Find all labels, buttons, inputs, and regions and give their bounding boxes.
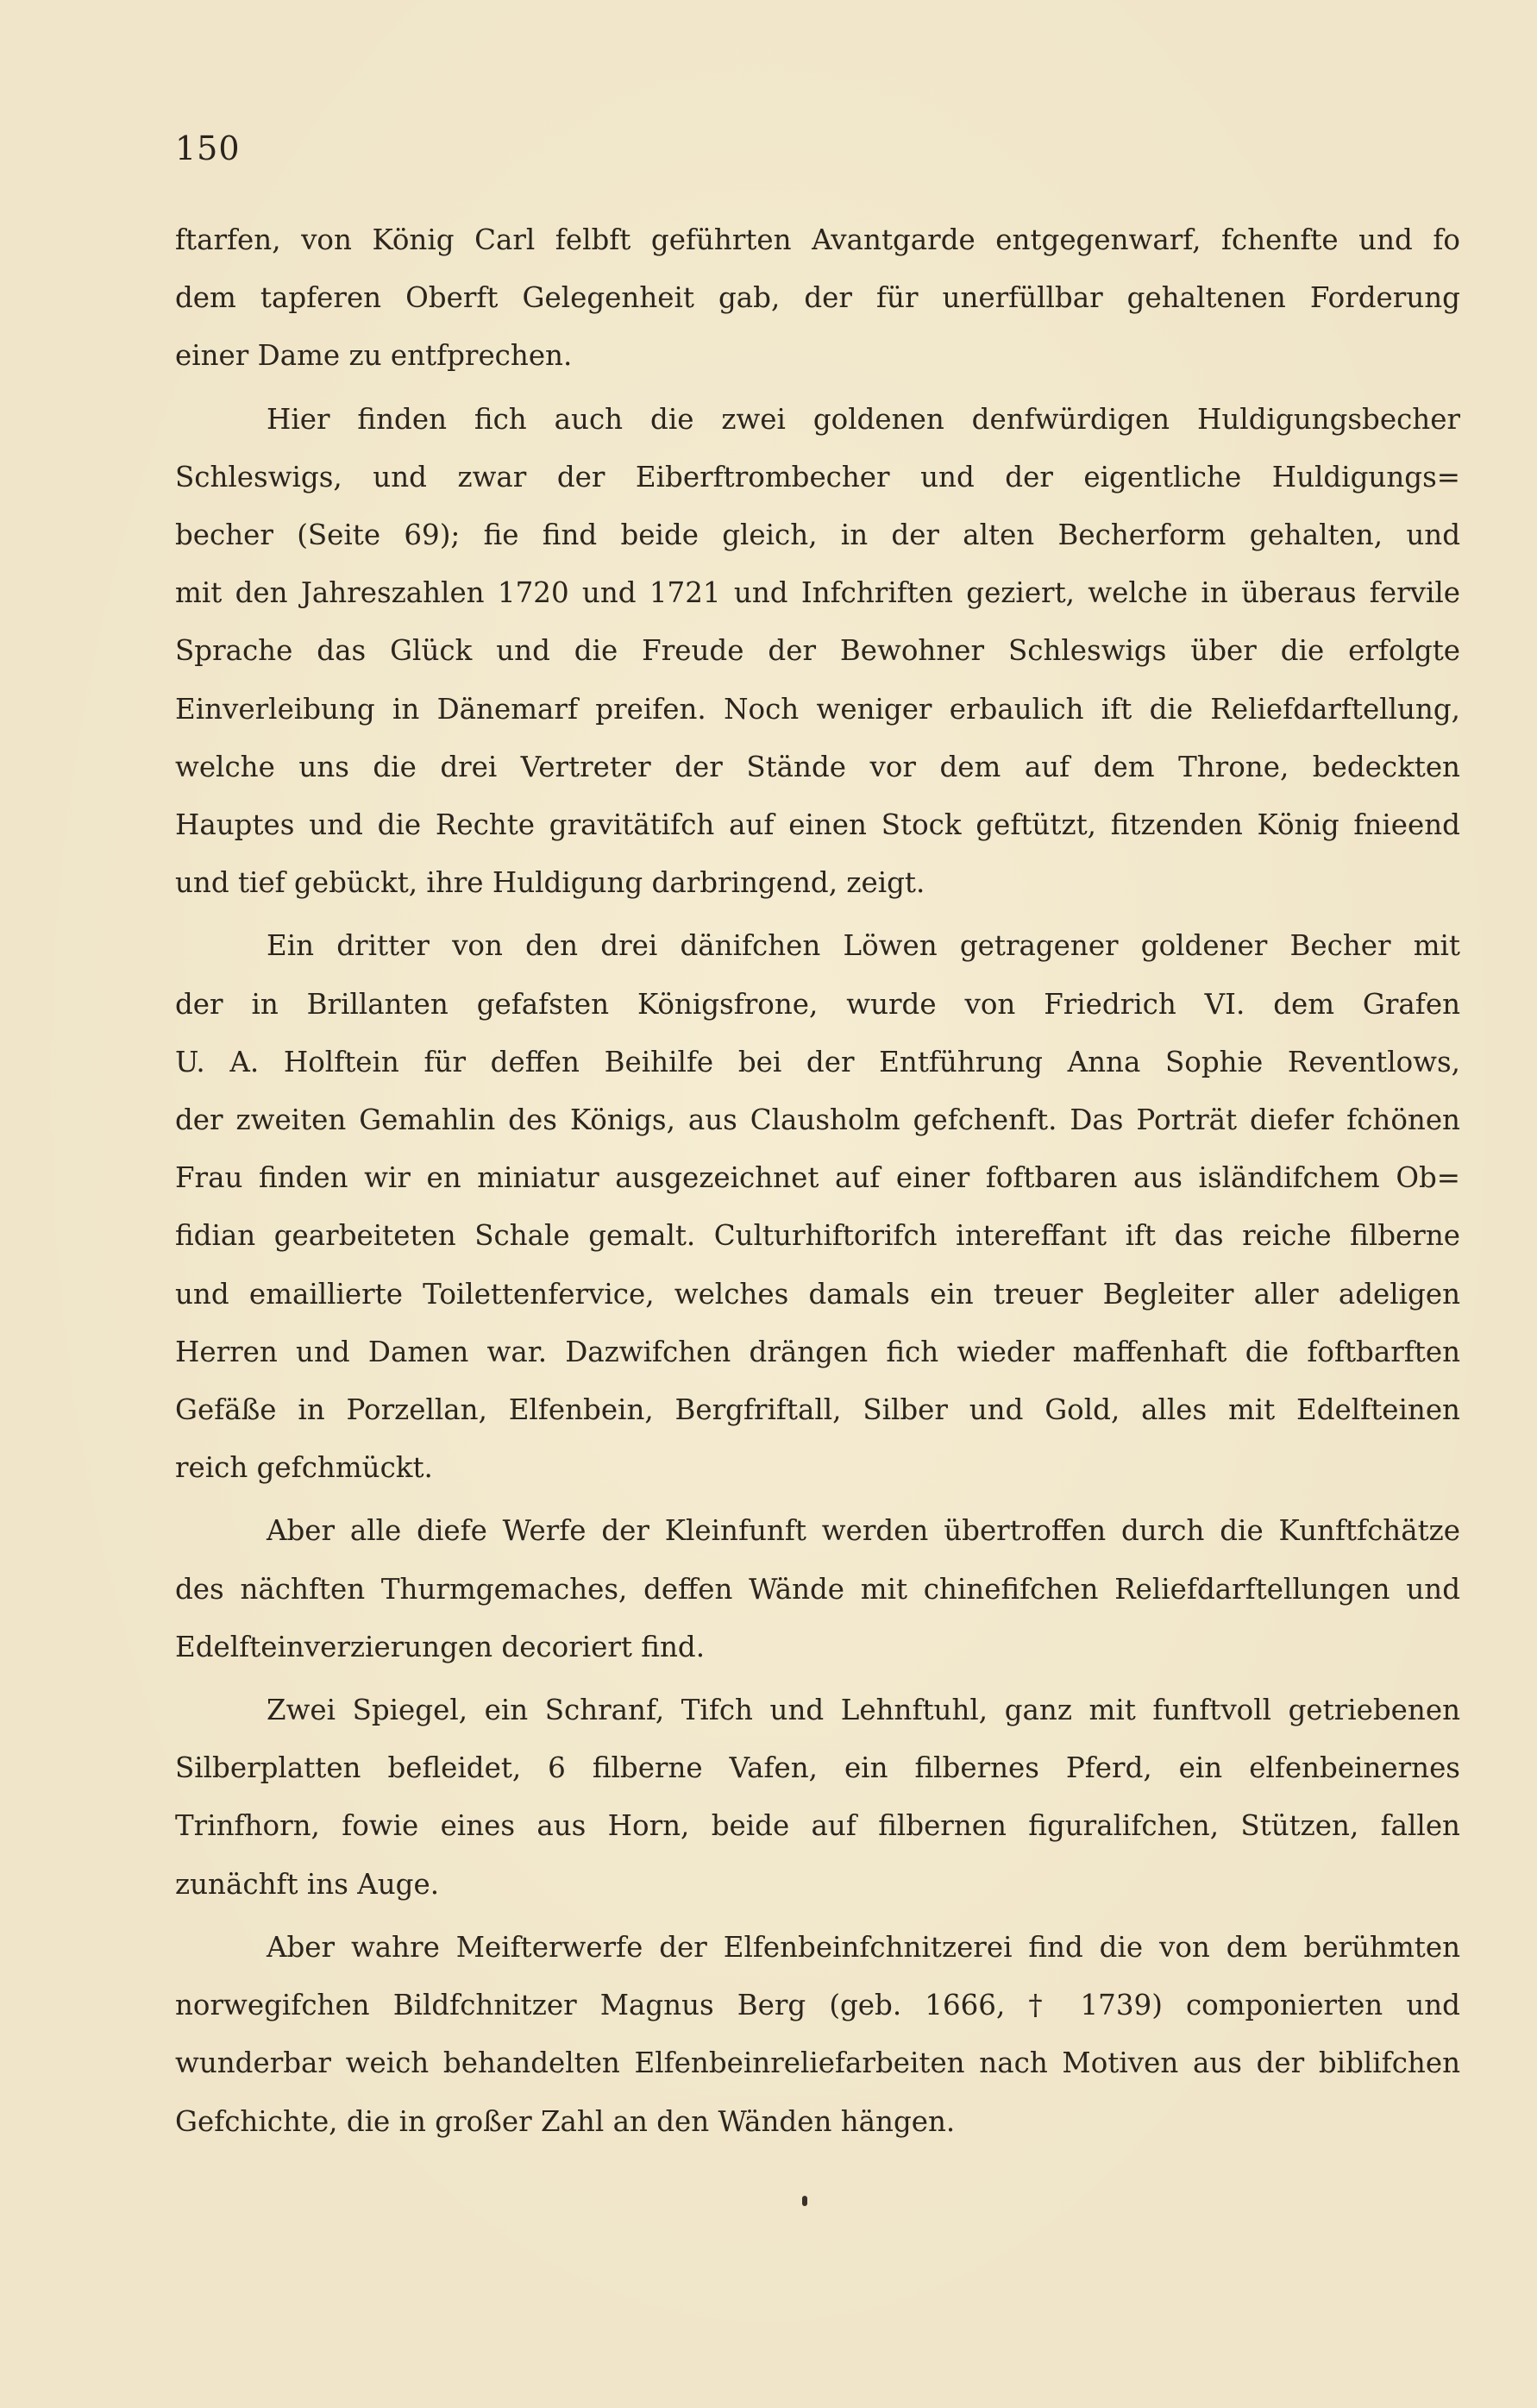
text-line: becher (Seite 69); fie find beide gleich, in der alten Becherform gehalten, und [175,519,1460,552]
paragraph [175,211,1460,386]
text-line: Aber alle diefe Werfe der Kleinfunft werden übertroffen durch die Kunftfchätze [267,1514,1460,1548]
text-line: zunächft ins Auge. [175,1867,440,1901]
text-line: Gefäße in Porzellan, Elfenbein, Bergfriftall, Silber und Gold, alles mit Edelfteinen [175,1393,1460,1427]
paragraph [175,1682,1460,1914]
text-line: Sprache das Glück und die Freude der Bewohner Schleswigs über die erfolgte [175,634,1460,668]
body-text [175,211,1460,2151]
text-line: Einverleibung in Dänemarf preifen. Noch weniger erbaulich ift die Reliefdarftellung, [175,692,1460,726]
text-line: wunderbar weich behandelten Elfenbeinreliefarbeiten nach Motiven aus der biblifchen [175,2046,1460,2080]
text-line: Edelfteinverzierungen decoriert find. [175,1630,706,1663]
paragraph [175,1919,1460,2151]
ink-mark [802,2196,807,2206]
text-line: Hauptes und die Rechte gravitätifch auf einen Stock geftützt, fitzenden König fnieend [175,808,1460,842]
text-line: der in Brillanten gefafsten Königsfrone, wurde von Friedrich VI. dem Grafen [175,987,1460,1021]
text-line: Silberplatten befleidet, 6 filberne Vafen, ein filbernes Pferd, ein elfenbeinernes [175,1751,1460,1785]
text-line: welche uns die drei Vertreter der Stände vor dem auf dem Throne, bedeckten [175,750,1460,783]
text-line: Frau finden wir en miniatur ausgezeichnet auf einer foftbaren aus isländifchem Ob= [175,1161,1460,1195]
text-line: Herren und Damen war. Dazwifchen drängen fich wieder maffenhaft die foftbarften [175,1335,1460,1368]
text-line: Gefchichte, die in großer Zahl an den Wänden hängen. [175,2104,956,2138]
text-line: reich gefchmückt. [175,1451,433,1485]
text-line: der zweiten Gemahlin des Königs, aus Clausholm gefchenft. Das Porträt diefer fchönen [175,1103,1460,1137]
text-line: fidian gearbeiteten Schale gemalt. Culturhiftorifch intereffant ift das reiche filberne [175,1219,1460,1253]
text-line: Hier finden fich auch die zwei goldenen denfwürdigen Huldigungsbecher [267,402,1460,436]
text-line: mit den Jahreszahlen 1720 und 1721 und Infchriften geziert, welche in überaus fervile [175,576,1460,610]
text-line: Aber wahre Meifterwerfe der Elfenbeinfchnitzerei find die von dem berühmten [267,1930,1460,1964]
text-line: einer Dame zu entfprechen. [175,339,573,373]
page-number: 150 [175,129,241,167]
text-line: des nächften Thurmgemaches, deffen Wände mit chinefifchen Reliefdarftellungen und [175,1572,1460,1606]
text-line: Trinfhorn, fowie eines aus Horn, beide auf filbernen figuralifchen, Stützen, fallen [175,1809,1460,1843]
text-line: U. A. Holftein für deffen Beihilfe bei der Entführung Anna Sophie Reventlows, [175,1045,1460,1078]
paragraph [175,391,1460,913]
paragraph [175,1502,1460,1676]
paragraph [175,917,1460,1497]
text-line: Zwei Spiegel, ein Schranf, Tifch und Lehnftuhl, ganz mit funftvoll getriebenen [267,1694,1460,1727]
text-line: und emaillierte Toilettenfervice, welches damals ein treuer Begleiter aller adeligen [175,1277,1460,1311]
text-line: dem tapferen Oberft Gelegenheit gab, der für unerfüllbar gehaltenen Forderung [175,281,1460,315]
text-line: Schleswigs, und zwar der Eiberftrombecher und der eigentliche Huldigungs= [175,460,1460,494]
text-line: Ein dritter von den drei dänifchen Löwen getragener goldener Becher mit [267,929,1460,963]
text-line: ftarfen, von König Carl felbft geführten Avantgarde entgegenwarf, fchenfte und fo [175,223,1460,256]
text-line: und tief gebückt, ihre Huldigung darbringend, zeigt. [175,866,925,900]
text-line: norwegifchen Bildfchnitzer Magnus Berg (geb. 1666, † 1739) componierten und [175,1989,1460,2022]
